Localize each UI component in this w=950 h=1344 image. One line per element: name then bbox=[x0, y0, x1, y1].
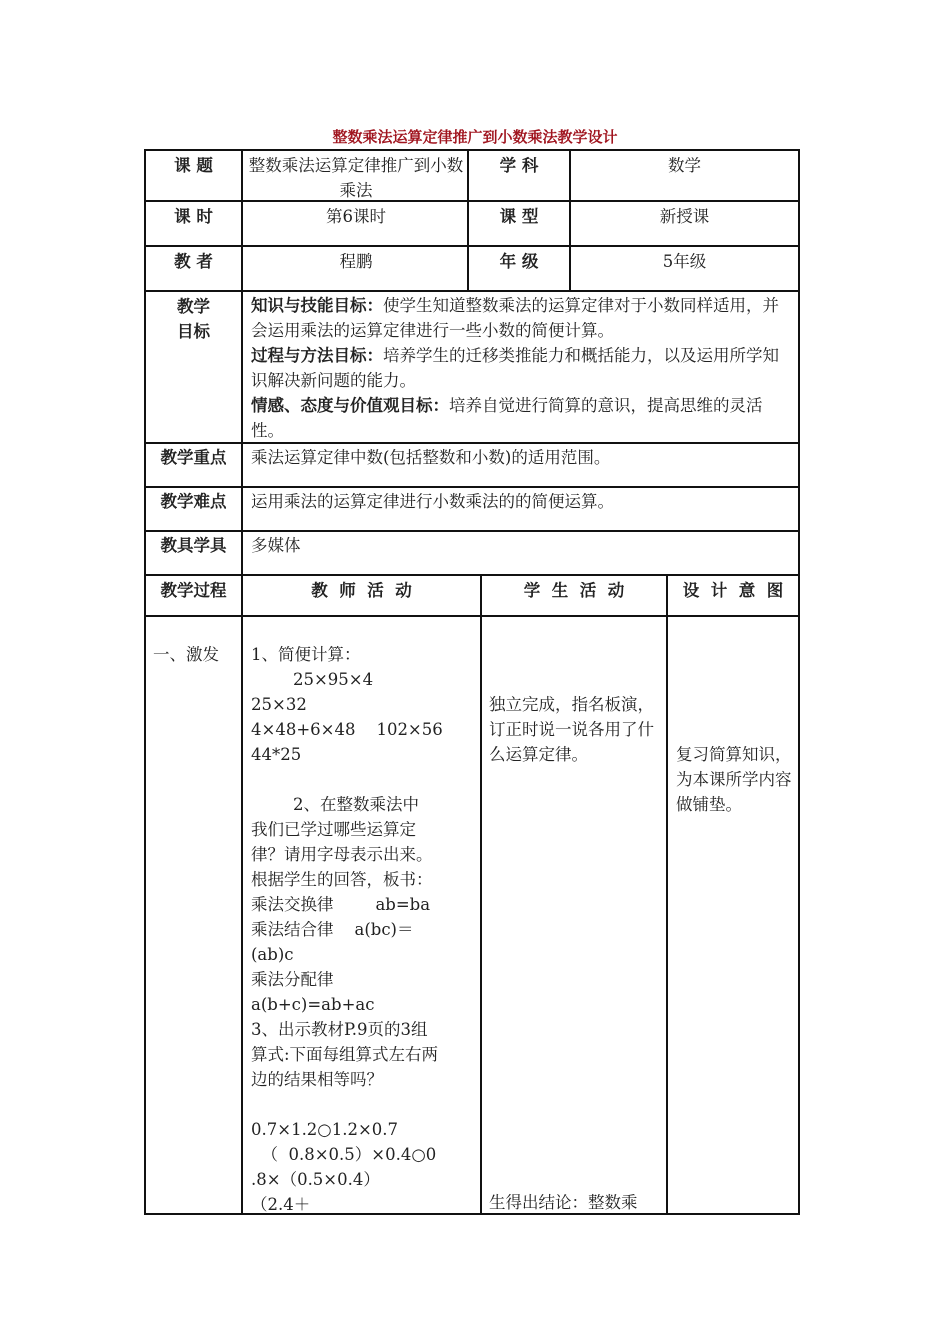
teacher-line: 25×32 bbox=[251, 695, 307, 714]
goal-knowledge bbox=[251, 293, 793, 343]
goal-text: 使学生知道整数乘法的运算定律对于小数同样适用，并会运用乘法的运算定律进行一些小数的简便计算。 bbox=[251, 296, 779, 340]
student-activity-header: 学 生 活 动 bbox=[523, 581, 625, 600]
difficulty-text: 运用乘法的运算定律进行小数乘法的的简便运算。 bbox=[251, 492, 614, 511]
teacher-line: .8×（0.5×0.4） bbox=[251, 1170, 380, 1189]
grade-value: 5年级 bbox=[662, 252, 707, 271]
type-value: 新授课 bbox=[659, 207, 710, 226]
goals-content bbox=[251, 293, 793, 443]
column-divider bbox=[480, 574, 482, 1215]
teacher-line: 算式:下面每组算式左右两 bbox=[251, 1045, 439, 1064]
subject-label: 学 科 bbox=[499, 156, 539, 175]
teacher-value: 程鹏 bbox=[339, 252, 373, 271]
teacher-line bbox=[251, 767, 477, 792]
tools-label: 教具学具 bbox=[160, 536, 227, 555]
teacher-line: (ab)c bbox=[251, 945, 294, 964]
key-point-text: 乘法运算定律中数(包括整数和小数)的适用范围。 bbox=[251, 448, 611, 467]
student-activity-conclusion: 生得出结论：整数乘 bbox=[489, 1193, 638, 1212]
student-activity-text: 独立完成，指名板演，订正时说一说各用了什么运算定律。 bbox=[489, 695, 654, 764]
design-intent-text: 复习简算知识，为本课所学内容做铺垫。 bbox=[676, 745, 792, 814]
teacher-label: 教 者 bbox=[174, 252, 213, 271]
topic-value: 整数乘法运算定律推广到小数乘法 bbox=[248, 156, 464, 200]
teacher-line: （2.4＋ bbox=[251, 1195, 311, 1214]
process-header: 教学过程 bbox=[160, 581, 227, 600]
teacher-line bbox=[251, 1092, 477, 1117]
teacher-line: 1、简便计算： bbox=[251, 645, 361, 664]
topic-label: 课 题 bbox=[174, 156, 213, 175]
goal-heading: 情感、态度与价值观目标： bbox=[251, 396, 449, 415]
period-label: 课 时 bbox=[174, 207, 213, 226]
teacher-line: 2、在整数乘法中 bbox=[251, 795, 419, 814]
key-point-label: 教学重点 bbox=[160, 448, 227, 467]
column-divider bbox=[241, 149, 243, 1215]
teacher-line: 乘法分配律 bbox=[251, 970, 334, 989]
teacher-line: 4×48+6×48 102×56 bbox=[251, 720, 443, 739]
teacher-line: 我们已学过哪些运算定 bbox=[251, 820, 416, 839]
teacher-activity-header: 教 师 活 动 bbox=[311, 581, 412, 600]
grade-label: 年 级 bbox=[499, 252, 539, 271]
teacher-line: 25×95×4 bbox=[251, 670, 374, 689]
goal-text: 培养学生的迁移类推能力和概括能力，以及运用所学知识解决新问题的能力。 bbox=[251, 346, 779, 390]
teacher-line: （ 0.8×0.5）×0.4○0 bbox=[251, 1145, 437, 1164]
teacher-line: 根据学生的回答，板书： bbox=[251, 870, 433, 889]
teacher-line: 0.7×1.2○1.2×0.7 bbox=[251, 1120, 399, 1139]
table-border-right bbox=[798, 149, 800, 1215]
tools-text: 多媒体 bbox=[251, 536, 301, 555]
teacher-line: 乘法交换律 ab=ba bbox=[251, 895, 431, 914]
subject-value: 数学 bbox=[668, 156, 701, 175]
document-title: 整数乘法运算定律推广到小数乘法教学设计 bbox=[332, 128, 618, 146]
goal-text: 培养自觉进行简算的意识，提高思维的灵活性。 bbox=[251, 396, 763, 440]
goal-heading: 知识与技能目标： bbox=[251, 296, 383, 315]
design-intent-header: 设 计 意 图 bbox=[682, 581, 784, 600]
teacher-line: 边的结果相等吗？ bbox=[251, 1070, 383, 1089]
column-divider bbox=[666, 574, 668, 1215]
goal-heading: 过程与方法目标： bbox=[251, 346, 383, 365]
stage-label: 一、激发 bbox=[153, 645, 219, 664]
teacher-line: 乘法结合律 a(bc)＝ bbox=[251, 920, 414, 939]
teacher-line: 律？请用字母表示出来。 bbox=[251, 845, 433, 864]
type-label: 课 型 bbox=[499, 207, 539, 226]
teacher-activity-content bbox=[251, 642, 477, 1217]
teacher-line: 44*25 bbox=[251, 745, 302, 764]
goal-process bbox=[251, 343, 793, 393]
difficulty-label: 教学难点 bbox=[160, 492, 227, 511]
goals-label bbox=[146, 294, 241, 344]
teacher-line: 3、出示教材P.9页的3组 bbox=[251, 1020, 428, 1039]
goals-label-line1: 教学 bbox=[177, 297, 210, 316]
period-value: 第6课时 bbox=[326, 207, 386, 226]
goals-label-line2: 目标 bbox=[177, 322, 210, 341]
teacher-line: a(b+c)=ab+ac bbox=[251, 995, 375, 1014]
goal-emotion bbox=[251, 393, 793, 443]
